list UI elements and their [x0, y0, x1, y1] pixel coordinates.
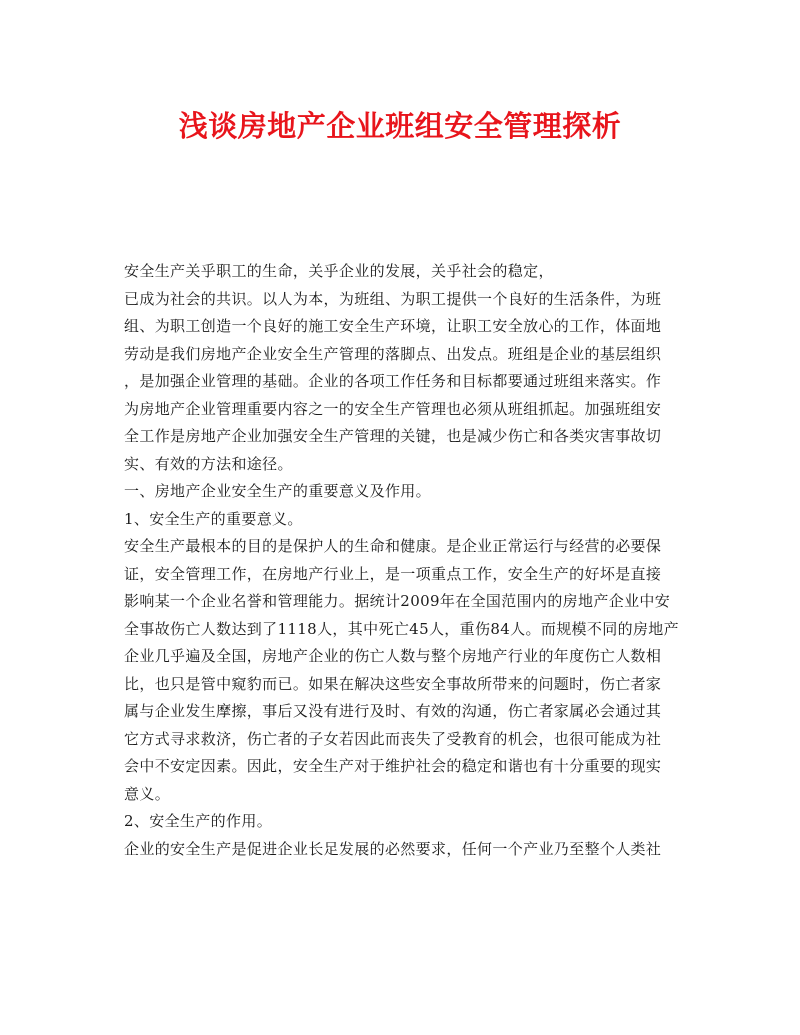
body-line: 实、有效的方法和途径。 — [124, 454, 293, 473]
subsection-heading: 1、安全生产的重要意义。 — [124, 509, 303, 528]
section-heading: 一、房地产企业安全生产的重要意义及作用。 — [124, 482, 432, 500]
body-line: 影响某一个企业名誉和管理能力。据统计2009年在全国范围内的房地产企业中安 — [124, 592, 671, 610]
body-line: 企业几乎遍及全国，房地产企业的伤亡人数与整个房地产行业的年度伤亡人数相 — [124, 647, 662, 665]
body-line: 全事故伤亡人数达到了1118人，其中死亡45人，重伤84人。而规模不同的房地产 — [124, 619, 680, 638]
document-body — [124, 258, 680, 863]
body-line: 企业的安全生产是促进企业长足发展的必然要求，任何一个产业乃至整个人类社 — [124, 839, 662, 858]
body-line: ，是加强企业管理的基础。企业的各项工作任务和目标都要通过班组来落实。作 — [124, 372, 662, 390]
body-line: 安全生产关乎职工的生命，关乎企业的发展，关乎社会的稳定， — [124, 262, 554, 280]
body-line: 它方式寻求救济，伤亡者的子女若因此而丧失了受教育的机会，也很可能成为社 — [124, 729, 662, 748]
body-line: 意义。 — [124, 784, 171, 803]
document-title: 浅谈房地产企业班组安全管理探析 — [178, 109, 622, 143]
body-line: 证，安全管理工作，在房地产行业上，是一项重点工作，安全生产的好坏是直接 — [124, 564, 662, 583]
body-line: 比，也只是管中窥豹而已。如果在解决这些安全事故所带来的问题时，伤亡者家 — [124, 674, 662, 693]
body-line: 全工作是房地产企业加强安全生产管理的关键，也是减少伤亡和各类灾害事故切 — [124, 427, 662, 445]
body-line: 劳动是我们房地产企业安全生产管理的落脚点、出发点。班组是企业的基层组织 — [124, 344, 662, 363]
body-line: 安全生产最根本的目的是保护人的生命和健康。是企业正常运行与经营的必要保 — [124, 537, 662, 555]
body-line: 为房地产企业管理重要内容之一的安全生产管理也必须从班组抓起。加强班组安 — [124, 399, 662, 418]
body-line: 会中不安定因素。因此，安全生产对于维护社会的稳定和谐也有十分重要的现实 — [124, 757, 662, 775]
body-line: 组、为职工创造一个良好的施工安全生产环境，让职工安全放心的工作，体面地 — [124, 317, 662, 335]
body-line: 属与企业发生摩擦，事后又没有进行及时、有效的沟通，伤亡者家属必会通过其 — [124, 702, 662, 720]
body-line: 已成为社会的共识。以人为本，为班组、为职工提供一个良好的生活条件，为班 — [124, 289, 662, 308]
subsection-heading: 2、安全生产的作用。 — [124, 812, 273, 830]
